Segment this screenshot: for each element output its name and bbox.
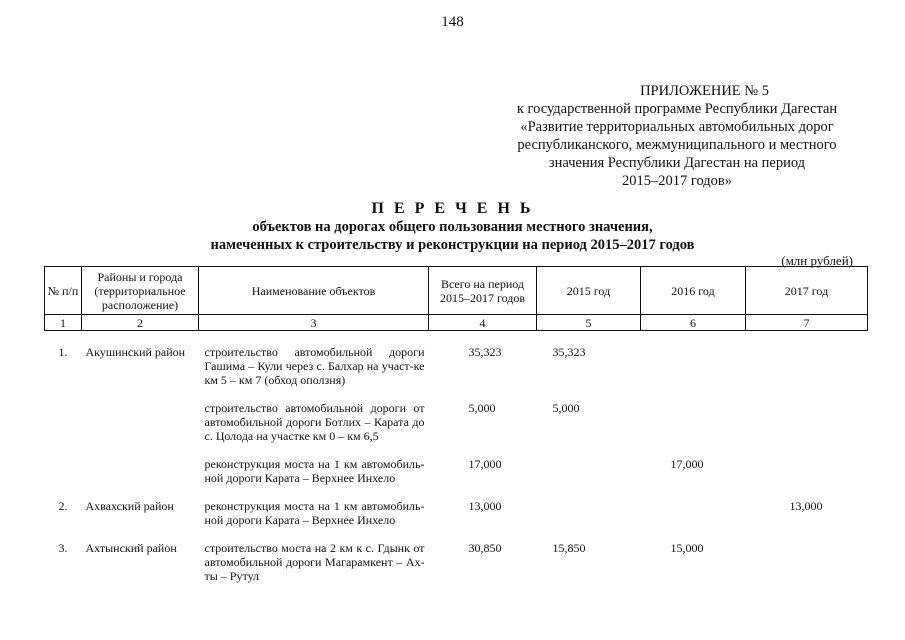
table-row (45, 401, 868, 443)
column-number: 7 (746, 315, 868, 331)
row-2016 (641, 499, 746, 527)
row-2015 (537, 499, 641, 527)
spacer-row (45, 331, 868, 346)
title-heading: П Е Р Е Ч Е Н Ь (371, 200, 534, 217)
title-subtitle: намеченных к строительству и реконструкции на период 2015–2017 годов (210, 237, 695, 253)
table-header-row (45, 267, 868, 315)
column-number-row (45, 315, 868, 331)
column-number: 1 (45, 315, 82, 331)
column-number: 2 (82, 315, 199, 331)
appendix-line: значения Республики Дагестан на период (548, 155, 806, 171)
row-2017 (746, 345, 868, 387)
row-district (82, 457, 199, 485)
table-row (45, 499, 868, 527)
row-object: строительство автомобильной дороги Гашимa – Кули через с. Балхар на участ-ке км 5 – км 7 (обход оползня) (204, 345, 425, 387)
row-2015: 5,000 (552, 401, 580, 415)
column-header: № п/п (45, 267, 82, 315)
row-number: 3. (58, 541, 68, 555)
row-2015 (537, 457, 641, 485)
column-header: 2016 год (641, 267, 746, 315)
row-district (82, 401, 199, 443)
objects-table (44, 266, 868, 583)
row-total: 30,850 (468, 541, 502, 555)
appendix-title: ПРИЛОЖЕНИЕ № 5 (640, 83, 769, 99)
row-district: Ахтынский район (85, 541, 177, 555)
row-2015: 15,850 (552, 541, 586, 555)
column-header: 2015 год (537, 267, 641, 315)
row-district: Акушинский район (85, 345, 186, 359)
table-row (45, 457, 868, 485)
appendix-line: «Развитие территориальных автомобильных дорог (520, 119, 834, 135)
page-number: 148 (441, 14, 464, 30)
column-number: 3 (199, 315, 429, 331)
row-object: реконструкция моста на 1 км автомобиль-ной дороги Карата – Верхнее Инхело (204, 499, 425, 527)
row-2015: 35,323 (552, 345, 586, 359)
row-2016 (641, 401, 746, 443)
row-number (45, 457, 82, 485)
appendix-line: республиканского, межмуниципального и местного (517, 137, 837, 153)
row-2016: 15,000 (670, 541, 704, 555)
row-total: 5,000 (468, 401, 496, 415)
row-2016 (641, 345, 746, 387)
appendix-header (497, 82, 857, 190)
column-header: Всего на период 2015–2017 годов (429, 267, 537, 315)
table-row (45, 345, 868, 387)
column-header: 2017 год (746, 267, 868, 315)
appendix-line: 2015–2017 годов» (621, 173, 733, 189)
row-district: Ахвахский район (85, 499, 174, 513)
row-number: 1. (58, 345, 68, 359)
column-number: 5 (537, 315, 641, 331)
row-2017 (746, 541, 868, 583)
row-2017: 13,000 (789, 499, 823, 513)
row-object: строительство моста на 2 км к с. Гдынк от автомобильной дороги Магарамкент – Ах-ты – Рутул (204, 541, 425, 583)
row-2017 (746, 401, 868, 443)
title-subtitle: объектов на дорогах общего пользования местного значения, (252, 219, 653, 235)
row-total: 17,000 (468, 457, 502, 471)
document-title (0, 200, 905, 254)
row-number (45, 401, 82, 443)
row-object: реконструкция моста на 1 км автомобиль-ной дороги Карата – Верхнее Инхело (204, 457, 425, 485)
units-label: (млн рублей) (781, 253, 853, 268)
row-2016: 17,000 (670, 457, 704, 471)
row-total: 13,000 (468, 499, 502, 513)
column-number: 6 (641, 315, 746, 331)
row-2017 (746, 457, 868, 485)
row-number: 2. (58, 499, 68, 513)
column-header: Наименование объектов (199, 267, 429, 315)
row-total: 35,323 (468, 345, 502, 359)
column-header: Районы и города (территориальное расположение) (82, 267, 199, 315)
row-object: строительство автомобильной дороги от автомобильной дороги Ботлих – Карата до с. Цолода на участке км 0 – км 6,5 (204, 401, 425, 443)
column-number: 4 (429, 315, 537, 331)
appendix-line: к государственной программе Республики Дагестан (516, 101, 838, 117)
table-row (45, 541, 868, 583)
